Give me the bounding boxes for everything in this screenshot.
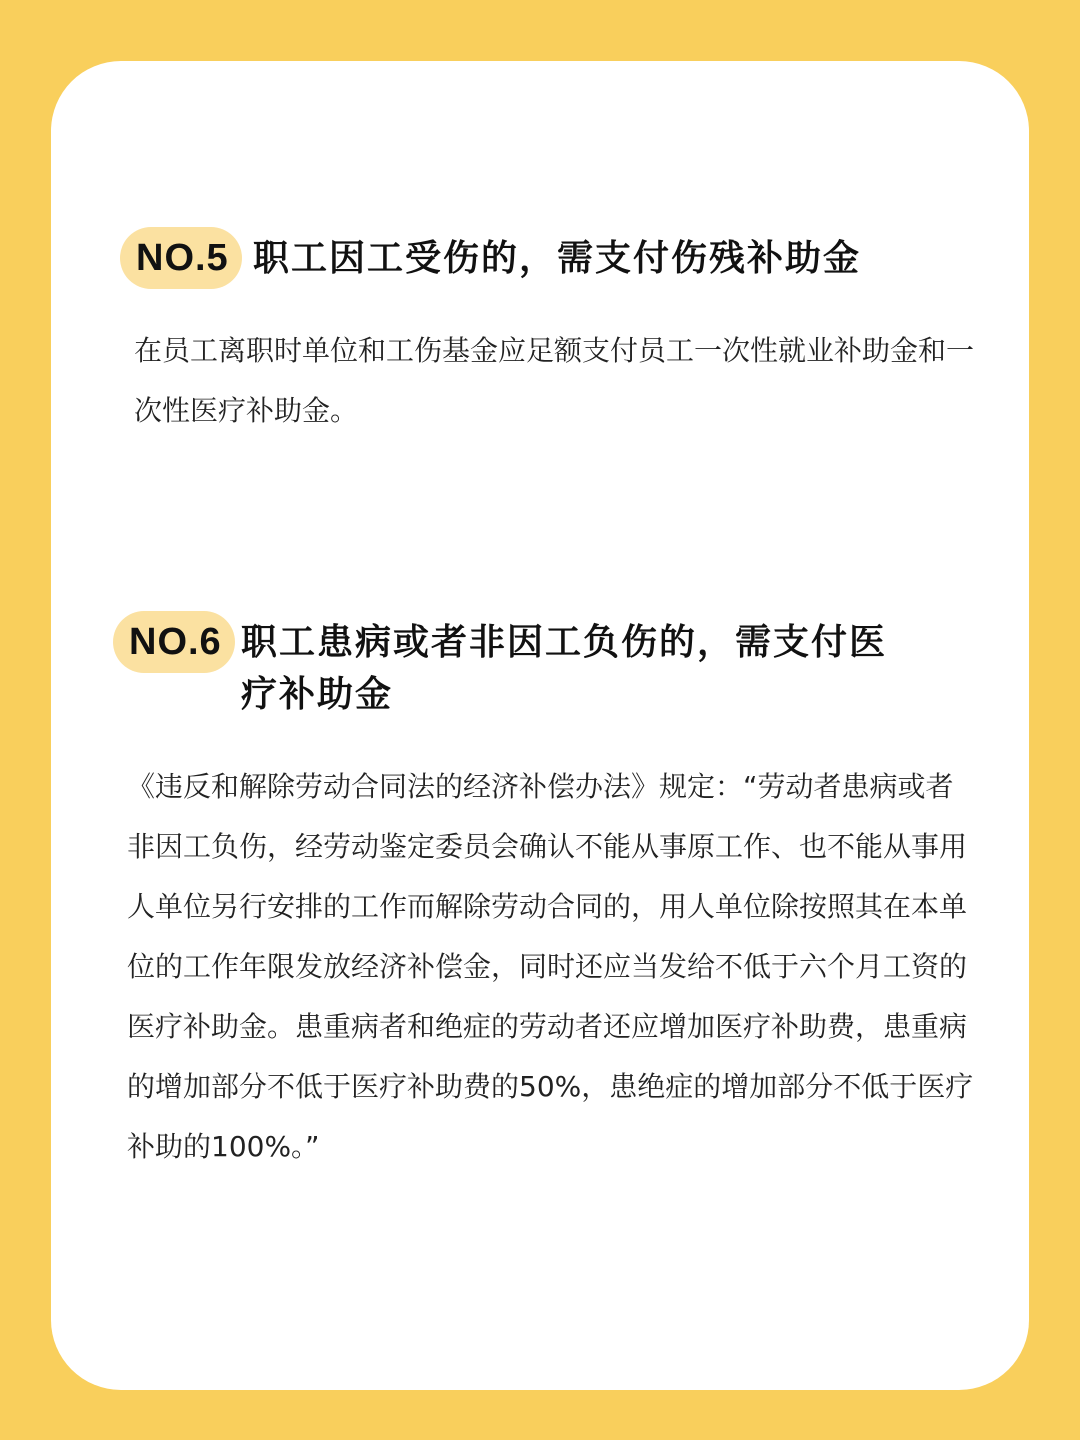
section-heading: 职工患病或者非因工负伤的，需支付医疗补助金	[241, 622, 888, 715]
section-heading: 职工因工受伤的，需支付伤残补助金	[253, 238, 862, 279]
section-body-text: 在员工离职时单位和工伤基金应足额支付员工一次性就业补助金和一次性医疗补助金。	[134, 334, 975, 427]
section-number-badge: NO.5	[120, 227, 242, 289]
content-card	[51, 61, 1029, 1390]
section-number-badge: NO.6	[113, 611, 235, 673]
section-body-text: 《违反和解除劳动合同法的经济补偿办法》规定：“劳动者患病或者非因工负伤，经劳动鉴定委员会确认不能从事原工作、也不能从事用人单位另行安排的工作而解除劳动合同的，用人单位除按照其在本单位的工作年限发放经济补偿金，同时还应当发给不低于六个月工资的医疗补助金。患重病者和绝症的劳动者还应增加医疗补助费，患重病的增加部分不低于医疗补助费的50%，患绝症的增加部分不低于医疗补助的100%。”	[127, 770, 974, 1163]
